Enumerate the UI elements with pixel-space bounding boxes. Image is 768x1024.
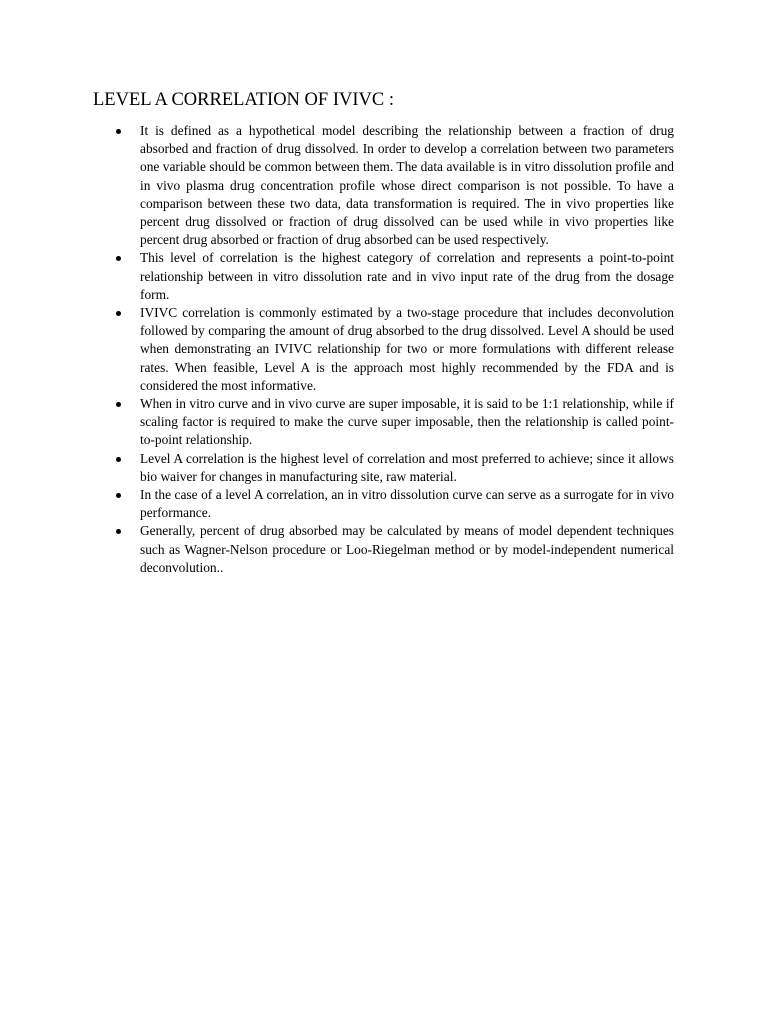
bullet-icon [116,493,121,498]
bullet-icon [116,529,121,534]
list-item-text: When in vitro curve and in vivo curve are super imposable, it is said to be 1:1 relationship, while if scaling factor is required to make the curve super imposable, then the relationship is called point-to-point relationship. [140,396,674,448]
list-item [0,122,768,249]
list-item [0,395,768,450]
bullet-icon [116,402,121,407]
bullet-list [0,122,768,577]
page-title: LEVEL A CORRELATION OF IVIVC : [93,90,394,110]
list-item [0,304,768,395]
bullet-icon [116,311,121,316]
bullet-icon [116,256,121,261]
list-item-text: Generally, percent of drug absorbed may be calculated by means of model dependent techniques such as Wagner-Nelson procedure or Loo-Riegelman method or by model-independent numerical deconvolution.. [140,523,674,575]
list-item-text: In the case of a level A correlation, an in vitro dissolution curve can serve as a surrogate for in vivo performance. [140,487,674,521]
list-item [0,486,768,522]
list-item-text: Level A correlation is the highest level of correlation and most preferred to achieve; since it allows bio waiver for changes in manufacturing site, raw material. [140,450,674,484]
list-item-text: It is defined as a hypothetical model describing the relationship between a fraction of drug absorbed and fraction of drug dissolved. In order to develop a correlation between two parameters one variable should be common between them. The data available is in vitro dissolution profile and in vivo plasma drug concentration profile whose direct comparison is not possible. To have a comparison between these two data, data transformation is required. The in vivo properties like percent drug dissolved or fraction of drug dissolved can be used while in vivo properties like percent drug absorbed or fraction of drug absorbed can be used respectively. [140,123,674,248]
list-item-text: IVIVC correlation is commonly estimated by a two-stage procedure that includes deconvolution followed by comparing the amount of drug absorbed to the drug dissolved. Level A should be used when demonstrating an IVIVC relationship for two or more formulations with different release rates. When feasible, Level A is the approach most highly recommended by the FDA and is considered the most informative. [140,305,674,393]
bullet-icon [116,457,121,462]
list-item [0,249,768,304]
bullet-icon [116,129,121,134]
list-item-text: This level of correlation is the highest category of correlation and represents a point-to-point relationship between in vitro dissolution rate and in vivo input rate of the drug from the dosage form. [140,250,674,302]
list-item [0,522,768,577]
list-item [0,450,768,486]
